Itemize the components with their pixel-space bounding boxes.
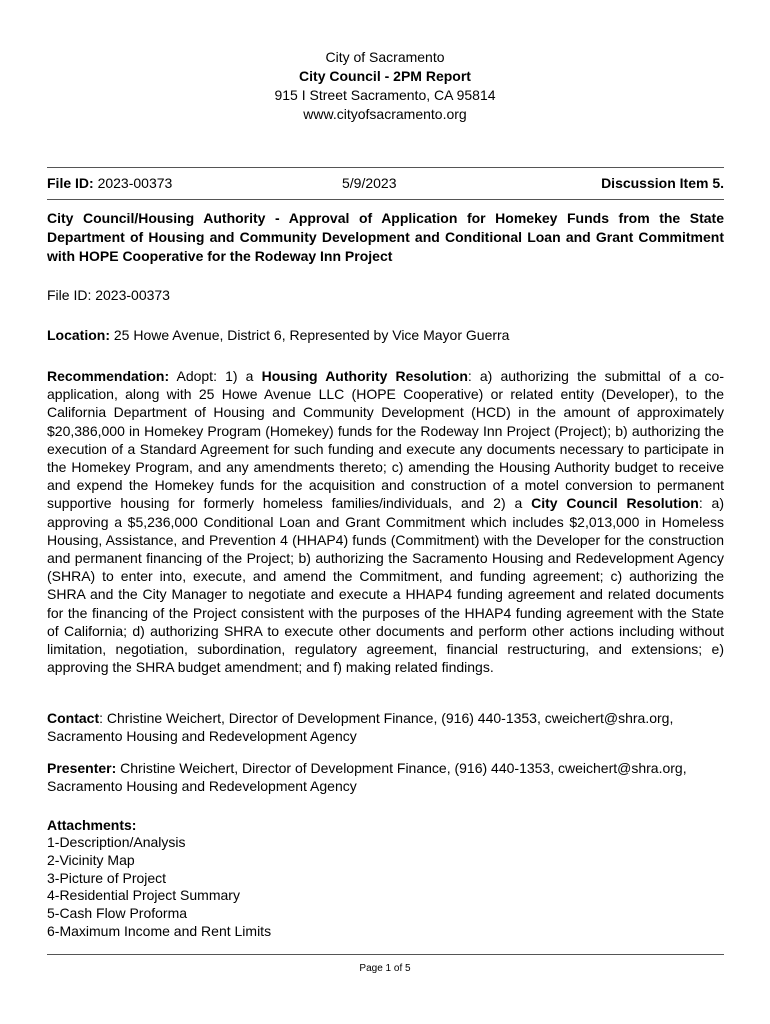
presenter-label: Presenter:: [47, 760, 117, 776]
attachments-label: Attachments:: [47, 817, 137, 833]
attachment-item: 3-Picture of Project: [47, 869, 167, 886]
file-id: [47, 175, 172, 191]
file-id-line: File ID: 2023-00373: [47, 287, 170, 303]
city-address: 915 I Street Sacramento, CA 95814: [274, 87, 496, 103]
city-website: www.cityofsacramento.org: [303, 106, 467, 122]
contact: [47, 709, 724, 745]
presenter-text: Christine Weichert, Director of Development Finance, (916) 440-1353, cweichert@shra.org, Sacramento Housing and Redevelopment Agency: [47, 760, 687, 795]
attachment-item: 5-Cash Flow Proforma: [47, 905, 188, 922]
recommendation-text-3: : a) approving a $5,236,000 Conditional Loan and Grant Commitment which includes $2,013,000 in Homeless Housing, Assistance, and Prevention 4 (HHAP4) funds (Commitment) with the Developer for the construction and permanent financing of the Project; b) authorizing the Sacramento Housing and Redevelopment Agency (SHRA) to enter into, execute, and amend the Commitment, and funding agreement; c) authorizing the SHRA and the City Manager to negotiate and execute a HHAP4 funding agreement and related documents for the financing of the Project consistent with the purposes of the HHAP4 funding agreement with the State of California; d) authorizing SHRA to execute other documents and perform other actions including without limitation, negotiation, subordination, regulatory agreement, financial restructuring, and extensions; e) approving the SHRA budget amendment; and f) making related findings.: [47, 495, 725, 676]
top-divider: [47, 167, 724, 168]
city-name: City of Sacramento: [325, 49, 445, 65]
location: [47, 326, 724, 344]
footer-divider: [47, 954, 724, 955]
attachment-item: 4-Residential Project Summary: [47, 887, 240, 904]
location-text: 25 Howe Avenue, District 6, Represented by Vice Mayor Guerra: [113, 327, 510, 343]
attachment-item: 1-Description/Analysis: [47, 834, 186, 850]
report-header: [0, 48, 770, 124]
contact-label: Contact: [47, 710, 100, 726]
item-title: City Council/Housing Authority - Approval of Application for Homekey Funds from the State Department of Housing and Community Development and Conditional Loan and Grant Commitment with HOPE Cooperative for the Rodeway Inn Project: [47, 210, 724, 264]
file-line-divider: [47, 199, 724, 200]
attachments-list: [47, 834, 271, 941]
recommendation: [47, 367, 724, 676]
housing-authority-resolution: Housing Authority Resolution: [261, 368, 468, 384]
attachment-item: 6-Maximum Income and Rent Limits: [47, 922, 272, 939]
city-council-resolution: City Council Resolution: [531, 495, 699, 512]
location-label: Location:: [47, 327, 110, 343]
attachment-item: 2-Vicinity Map: [47, 851, 135, 868]
recommendation-label: Recommendation:: [47, 368, 170, 384]
report-title: City Council - 2PM Report: [299, 68, 471, 84]
file-id-value: 2023-00373: [97, 175, 173, 191]
recommendation-text-1: Adopt: 1) a: [176, 368, 254, 384]
contact-text: : Christine Weichert, Director of Development Finance, (916) 440-1353, cweichert@shra.org, Sacramento Housing and Redevelopment Agency: [47, 710, 674, 745]
presenter: [47, 759, 724, 795]
report-date: 5/9/2023: [342, 175, 397, 191]
file-id-label: File ID:: [47, 175, 94, 191]
recommendation-text-2: : a) authorizing the submittal of a co-application, along with 25 Howe Avenue LLC (HOPE Cooperative) or related entity (Developer), to the California Department of Housing and Community Development (HCD) in the amount of approximately $20,386,000 in Homekey Program (Homekey) funds for the Rodeway Inn Project (Project); b) authorizing the execution of a Standard Agreement for such funding and execute any documents necessary to participate in the Homekey Program, and any amendments thereto; c) amending the Housing Authority budget to receive and expend the Homekey funds for the acquisition and construction of a motel conversion to permanent supportive housing for formerly homeless families/individuals, and 2) a: [47, 368, 724, 512]
page-number: Page 1 of 5: [359, 963, 411, 974]
file-info-line: [47, 175, 724, 193]
discussion-item: Discussion Item 5.: [601, 175, 724, 191]
